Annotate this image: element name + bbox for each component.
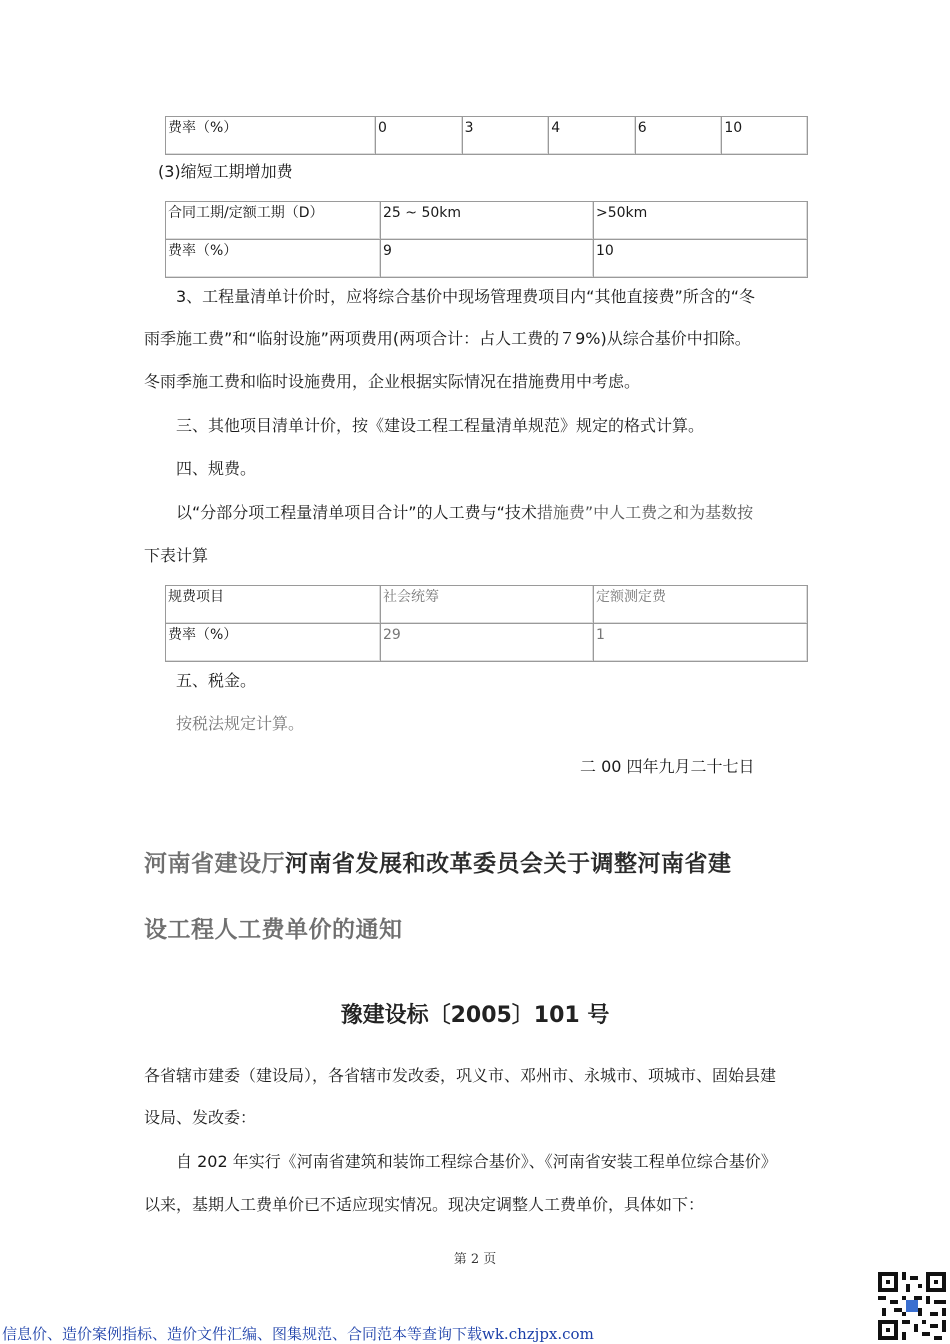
paragraph-3-line-2: 雨季施工费”和“临射设施”两项费用(两项合计：占人工费的７9%)从综合基价中扣除。 [144,329,751,348]
table-cell: 社会统筹 [381,586,594,624]
table-cell: 6 [635,117,722,155]
fee-basis-line-1a: 以“分部分项工程量清单项目合计”的人工费与“技术 [176,503,537,522]
notice-title-line-2 [144,911,403,944]
notice-title-line-2-text: 设工程人工费单价的通知 [144,917,403,943]
short-period-table [165,201,808,278]
table-cell: 25 ~ 50km [381,202,594,240]
body-line-1: 自 202 年实行《河南省建筑和装饰工程综合基价》、《河南省安装工程单位综合基价》 [176,1152,777,1171]
fee-basis-line-1 [176,503,753,523]
table-row [166,586,808,624]
notice-title-line-1-rest: 河南省发展和改革委员会关于调整河南省建 [285,851,732,877]
qr-code-icon [878,1272,946,1340]
footer-site-link[interactable]: 信息价、造价案例指标、造价文件汇编、图集规范、合同范本等查询下载wk.chzjpx.com [2,1325,594,1343]
recipients-line-2: 设局、发改委： [144,1108,257,1127]
table-cell-label: 合同工期/定额工期（D） [166,202,381,240]
table-cell-label: 费率（%） [166,117,376,155]
table-cell-label: 规费项目 [166,586,381,624]
item-4-fees-heading: 四、规费。 [176,459,257,478]
table-cell: 1 [594,624,808,662]
table-cell: 29 [381,624,594,662]
table-cell: 10 [594,240,808,278]
table-cell: 0 [376,117,463,155]
table-cell: 10 [722,117,808,155]
recipients-line-1: 各省辖市建委（建设局），各省辖市发改委，巩义市、邓州市、永城市、项城市、固始县建 [144,1066,777,1085]
table-cell-label: 费率（%） [166,624,381,662]
table-row [166,240,808,278]
regulatory-fee-table [165,585,808,662]
notice-title-line-1 [144,845,732,878]
table-cell: 定额测定费 [594,586,808,624]
page-number: 第 2 页 [453,1252,497,1267]
item-3-other-items: 三、其他项目清单计价，按《建设工程工程量清单规范》规定的格式计算。 [176,416,705,435]
table-cell: >50km [594,202,808,240]
notice-title-line-1-faded: 河南省建设厅 [144,851,285,877]
table-row [166,202,808,240]
table-row [166,624,808,662]
table-row [166,117,808,155]
table-cell: 3 [462,117,549,155]
table-cell: 9 [381,240,594,278]
tax-text: 按税法规定计算。 [176,714,305,733]
paragraph-3-line-1: 3、工程量清单计价时，应将综合基价中现场管理费项目内“其他直接费”所含的“冬 [176,287,756,306]
item-5-tax-heading: 五、税金。 [176,671,257,690]
document-date: 二 00 四年九月二十七日 [580,757,755,776]
table-cell: 4 [549,117,636,155]
paragraph-3-line-3: 冬雨季施工费和临时设施费用，企业根据实际情况在措施费用中考虑。 [144,372,641,391]
document-number: 豫建设标〔2005〕101 号 [340,1003,610,1028]
body-line-2: 以来，基期人工费单价已不适应现实情况。现决定调整人工费单价，具体如下： [144,1195,705,1214]
rate-table-1 [165,116,808,155]
fee-basis-line-2: 下表计算 [144,546,209,565]
section-heading-short-period: (3)缩短工期增加费 [158,162,293,181]
table-cell-label: 费率（%） [166,240,381,278]
fee-basis-line-1b: 措施费”中人工费之和为基数按 [536,503,754,522]
